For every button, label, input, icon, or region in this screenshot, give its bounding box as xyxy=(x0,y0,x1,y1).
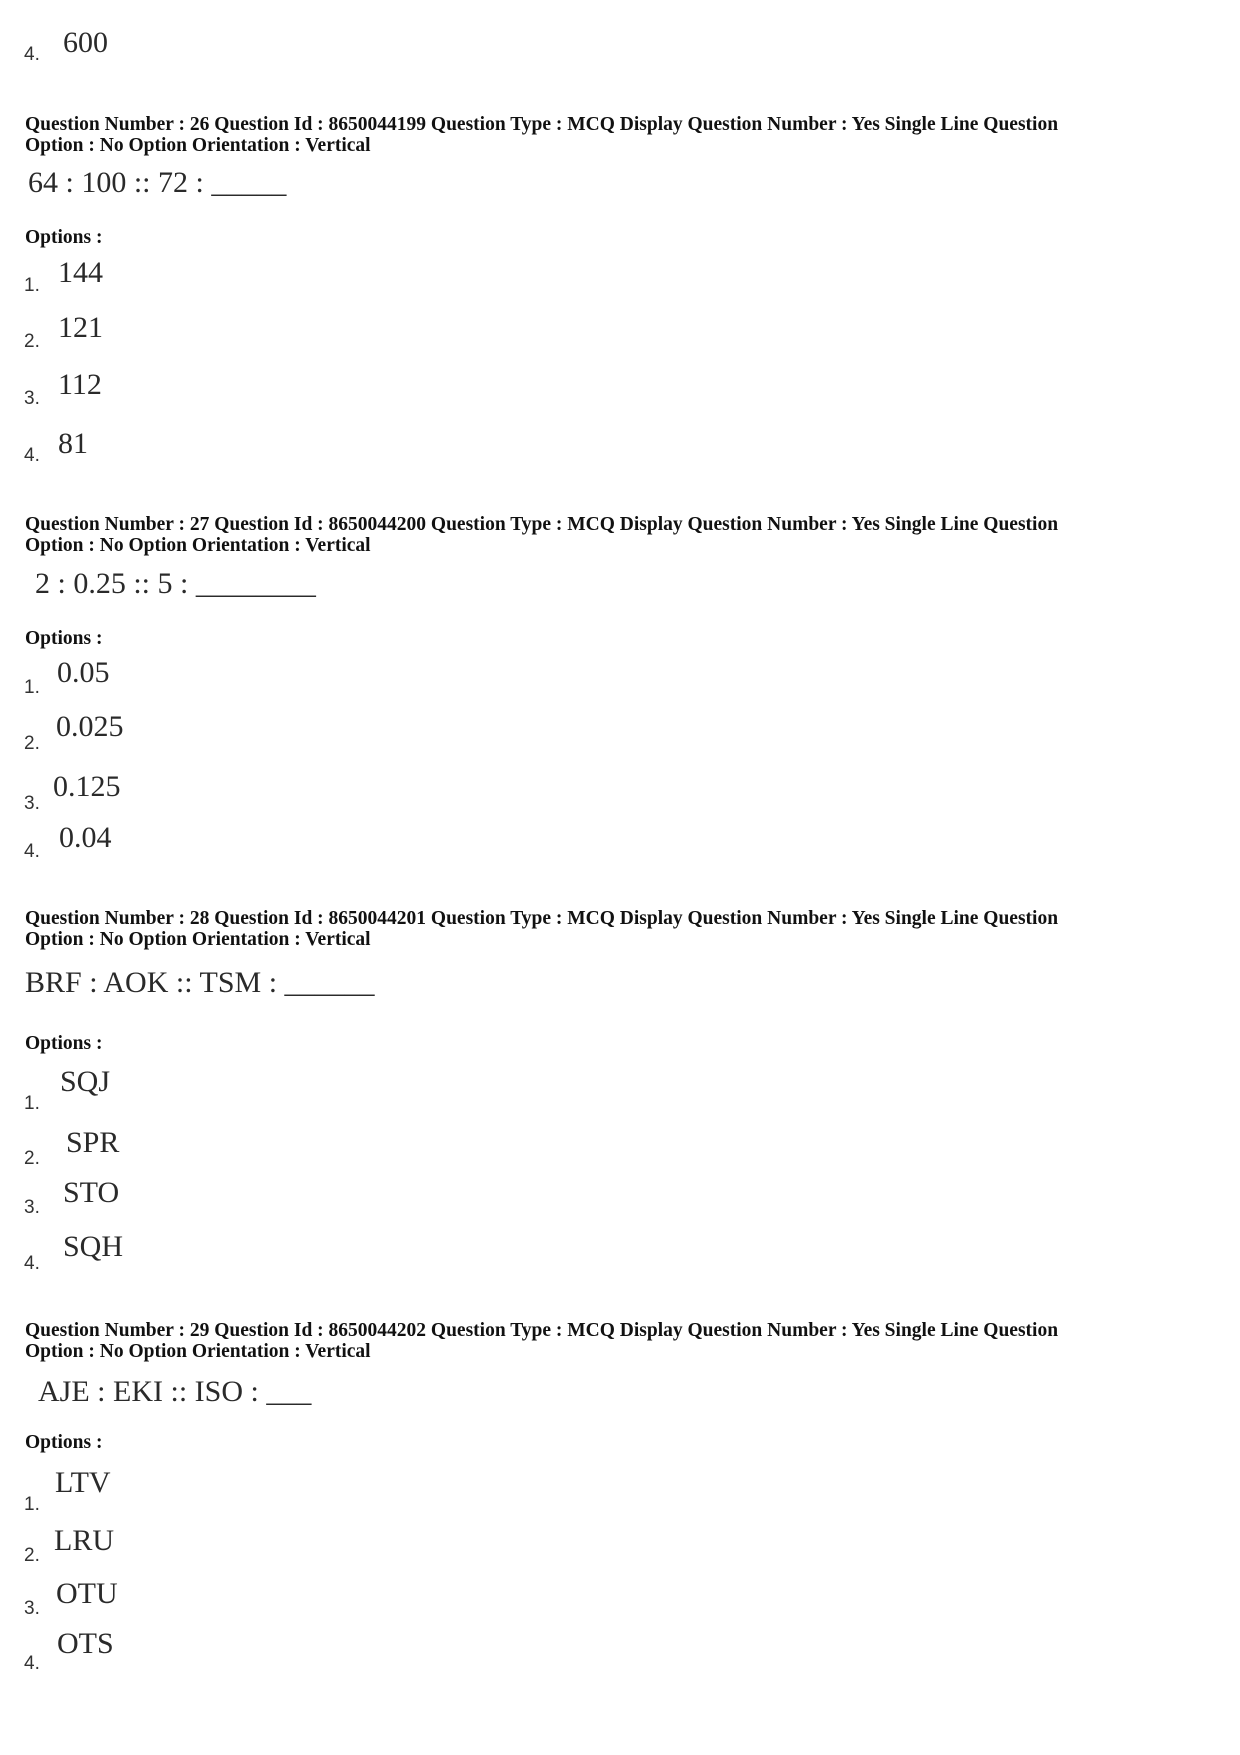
option-number: 4. xyxy=(24,1653,40,1674)
option-value: 144 xyxy=(58,256,103,289)
option-number: 4. xyxy=(24,445,40,466)
question-meta-line2: Option : No Option Orientation : Vertical xyxy=(25,535,371,556)
option-value: 0.125 xyxy=(53,770,121,803)
option-value: 600 xyxy=(63,26,108,59)
option-number: 1. xyxy=(24,275,40,296)
options-label: Options : xyxy=(25,1033,103,1054)
option-value: OTU xyxy=(56,1577,118,1610)
question-meta-line1: Question Number : 28 Question Id : 8650044201 Question Type : MCQ Display Question Number : Yes Single Line Question xyxy=(25,908,1059,929)
option-value: STO xyxy=(63,1176,120,1209)
question-text: BRF : AOK :: TSM : ______ xyxy=(25,966,375,999)
option-number: 3. xyxy=(24,793,40,814)
question-meta-line2: Option : No Option Orientation : Vertical xyxy=(25,929,371,950)
option-number: 4. xyxy=(24,1253,40,1274)
option-value: 0.04 xyxy=(59,821,112,854)
option-value: 121 xyxy=(58,311,103,344)
question-text: AJE : EKI :: ISO : ___ xyxy=(38,1375,312,1408)
option-number: 3. xyxy=(24,1197,40,1218)
option-number: 3. xyxy=(24,1598,40,1619)
option-number: 1. xyxy=(24,677,40,698)
option-value: 112 xyxy=(58,368,102,401)
question-text: 64 : 100 :: 72 : _____ xyxy=(28,166,287,199)
question-meta-line1: Question Number : 26 Question Id : 8650044199 Question Type : MCQ Display Question Number : Yes Single Line Question xyxy=(25,114,1059,135)
option-number: 3. xyxy=(24,388,40,409)
option-number: 4. xyxy=(24,44,40,65)
option-value: 81 xyxy=(58,427,88,460)
option-number: 1. xyxy=(24,1494,40,1515)
options-label: Options : xyxy=(25,1432,103,1453)
options-label: Options : xyxy=(25,227,103,248)
option-number: 4. xyxy=(24,841,40,862)
option-number: 2. xyxy=(24,331,40,352)
question-meta-line1: Question Number : 29 Question Id : 8650044202 Question Type : MCQ Display Question Number : Yes Single Line Question xyxy=(25,1320,1059,1341)
option-value: SQJ xyxy=(60,1065,111,1098)
question-meta-line1: Question Number : 27 Question Id : 8650044200 Question Type : MCQ Display Question Number : Yes Single Line Question xyxy=(25,514,1059,535)
option-number: 2. xyxy=(24,1545,40,1566)
option-value: 0.05 xyxy=(57,656,110,689)
option-value: LTV xyxy=(55,1466,111,1499)
question-meta-line2: Option : No Option Orientation : Vertical xyxy=(25,135,371,156)
options-label: Options : xyxy=(25,628,103,649)
question-meta-line2: Option : No Option Orientation : Vertical xyxy=(25,1341,371,1362)
option-value: LRU xyxy=(54,1524,114,1557)
option-number: 2. xyxy=(24,1148,40,1169)
question-text: 2 : 0.25 :: 5 : ________ xyxy=(35,567,316,600)
option-value: 0.025 xyxy=(56,710,124,743)
option-number: 2. xyxy=(24,733,40,754)
option-number: 1. xyxy=(24,1093,40,1114)
option-value: SQH xyxy=(63,1230,124,1263)
option-value: OTS xyxy=(57,1627,114,1660)
option-value: SPR xyxy=(66,1126,120,1159)
